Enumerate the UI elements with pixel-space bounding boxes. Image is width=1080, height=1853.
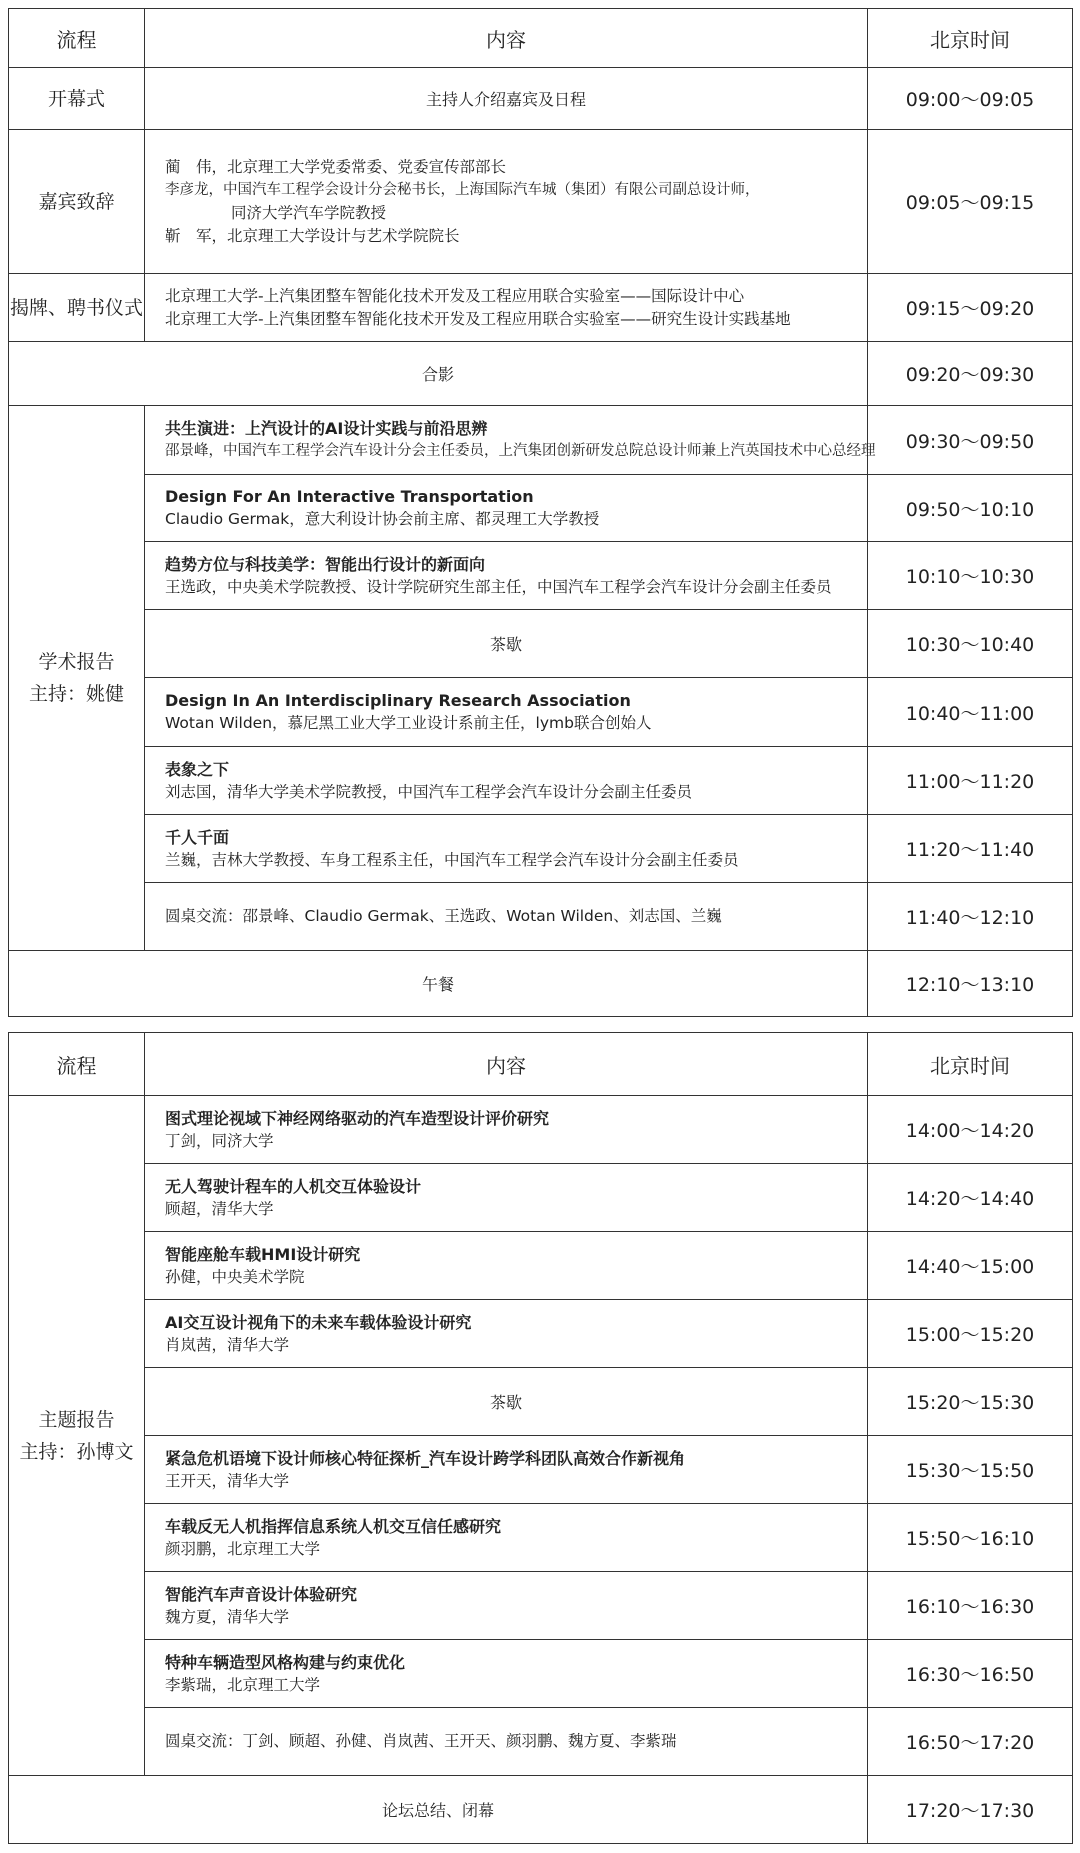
talk-speaker: 顾超，清华大学: [165, 1199, 274, 1218]
talk-speaker: 邵景峰，中国汽车工程学会汽车设计分会主任委员，上汽集团创新研发总院总设计师兼上汽英国技术中心总经理: [165, 443, 876, 459]
header-content: 内容: [145, 9, 868, 68]
talk-title: 千人千面: [165, 827, 230, 847]
time-cell: 14:40～15:00: [868, 1232, 1073, 1300]
guest-speech-row: [9, 130, 1073, 274]
header-row: [9, 9, 1073, 68]
header-time: 北京时间: [868, 1033, 1073, 1096]
talk-title: 无人驾驶计程车的人机交互体验设计: [165, 1176, 422, 1196]
header-row: [9, 1033, 1073, 1096]
break-row: [9, 1368, 1073, 1436]
session-row: [9, 1096, 1073, 1164]
time-cell: 10:40～11:00: [868, 678, 1073, 747]
time-cell: 11:00～11:20: [868, 747, 1073, 815]
time-cell: 17:20～17:30: [868, 1776, 1073, 1844]
ceremony-line: 北京理工大学-上汽集团整车智能化技术开发及工程应用联合实验室——国际设计中心: [165, 286, 745, 305]
talk-cell: [145, 542, 868, 610]
talk-cell: [145, 1640, 868, 1708]
ceremony-line: 北京理工大学-上汽集团整车智能化技术开发及工程应用联合实验室——研究生设计实践基地: [165, 309, 791, 328]
talk-title: 表象之下: [165, 759, 230, 779]
talk-speaker: 孙健，中央美术学院: [165, 1267, 305, 1286]
session-row: [9, 747, 1073, 815]
time-cell: 09:20～09:30: [868, 342, 1073, 406]
session-row: [9, 1232, 1073, 1300]
talk-cell: [145, 747, 868, 815]
content-cell: [145, 130, 868, 274]
session-host: 主持：姚健: [28, 683, 124, 705]
header-content: 内容: [145, 1033, 868, 1096]
session-row: [9, 1572, 1073, 1640]
closing-row: [9, 1776, 1073, 1844]
talk-speaker: 肖岚茜，清华大学: [165, 1335, 290, 1354]
talk-speaker: Claudio Germak，意大利设计协会前主席、都灵理工大学教授: [165, 510, 600, 528]
talk-cell: [145, 1504, 868, 1572]
time-cell: 14:20～14:40: [868, 1164, 1073, 1232]
speaker-line: 蔺 伟，北京理工大学党委常委、党委宣传部部长: [165, 157, 507, 176]
talk-cell: [145, 1232, 868, 1300]
session-title: 学术报告: [38, 651, 115, 673]
afternoon-schedule-table: [8, 1032, 1073, 1844]
session-title: 主题报告: [38, 1408, 115, 1431]
header-time: 北京时间: [868, 9, 1073, 68]
session-row: [9, 1504, 1073, 1572]
break-row: [9, 610, 1073, 678]
session-row: [9, 1640, 1073, 1708]
header-stage: 流程: [9, 9, 145, 68]
talk-title: 车载反无人机指挥信息系统人机交互信任感研究: [165, 1516, 502, 1536]
time-cell: 12:10～13:10: [868, 951, 1073, 1017]
time-cell: 10:30～10:40: [868, 610, 1073, 678]
header-stage: 流程: [9, 1033, 145, 1096]
theme-session-label: [9, 1096, 145, 1776]
content-cell: [145, 274, 868, 342]
talk-title: AI交互设计视角下的未来车载体验设计研究: [165, 1312, 472, 1332]
session-row: [9, 815, 1073, 883]
talk-cell: [145, 1436, 868, 1504]
talk-speaker: 颜羽鹏，北京理工大学: [165, 1539, 321, 1558]
talk-title: 特种车辆造型风格构建与约束优化: [165, 1652, 406, 1672]
talk-title: 紧急危机语境下设计师核心特征探析_汽车设计跨学科团队高效合作新视角: [165, 1448, 686, 1468]
talk-cell: [145, 678, 868, 747]
break-cell: 茶歇: [145, 1368, 868, 1436]
talk-cell: [145, 1164, 868, 1232]
talk-speaker: 魏方夏，清华大学: [165, 1607, 290, 1626]
content-cell: 主持人介绍嘉宾及日程: [145, 68, 868, 130]
session-row: [9, 1300, 1073, 1368]
stage-label: 揭牌、聘书仪式: [9, 274, 145, 342]
talk-cell: [145, 1096, 868, 1164]
talk-title: Design In An Interdisciplinary Research Association: [165, 691, 631, 710]
stage-label: 嘉宾致辞: [9, 130, 145, 274]
roundtable-row: [9, 883, 1073, 951]
break-cell: 茶歇: [145, 610, 868, 678]
time-cell: 16:50～17:20: [868, 1708, 1073, 1776]
session-host: 主持：孙博文: [19, 1440, 134, 1463]
time-cell: 15:30～15:50: [868, 1436, 1073, 1504]
time-cell: 15:00～15:20: [868, 1300, 1073, 1368]
photo-row: [9, 342, 1073, 406]
session-row: [9, 542, 1073, 610]
time-cell: 15:50～16:10: [868, 1504, 1073, 1572]
talk-speaker: 刘志国，清华大学美术学院教授，中国汽车工程学会汽车设计分会副主任委员: [165, 782, 693, 801]
session-row: [9, 406, 1073, 475]
academic-session-label: [9, 406, 145, 951]
talk-title: 共生演进：上汽设计的AI设计实践与前沿思辨: [165, 419, 488, 438]
stage-label: 开幕式: [9, 68, 145, 130]
time-cell: 14:00～14:20: [868, 1096, 1073, 1164]
time-cell: 09:05～09:15: [868, 130, 1073, 274]
time-cell: 10:10～10:30: [868, 542, 1073, 610]
talk-cell: [145, 1300, 868, 1368]
time-cell: 15:20～15:30: [868, 1368, 1073, 1436]
time-cell: 16:10～16:30: [868, 1572, 1073, 1640]
talk-speaker: 王选政，中央美术学院教授、设计学院研究生部主任，中国汽车工程学会汽车设计分会副主任委员: [165, 577, 832, 596]
opening-row: [9, 68, 1073, 130]
time-cell: 11:40～12:10: [868, 883, 1073, 951]
talk-speaker: 王开天，清华大学: [165, 1471, 290, 1490]
roundtable-cell: 圆桌交流：邵景峰、Claudio Germak、王选政、Wotan Wilden、刘志国、兰巍: [145, 883, 868, 951]
talk-title: Design For An Interactive Transportation: [165, 487, 534, 506]
content-cell: 论坛总结、闭幕: [9, 1776, 868, 1844]
talk-speaker: 兰巍，吉林大学教授、车身工程系主任，中国汽车工程学会汽车设计分会副主任委员: [165, 850, 739, 869]
time-cell: 09:50～10:10: [868, 475, 1073, 542]
morning-schedule-table: [8, 8, 1073, 1017]
talk-cell: [145, 1572, 868, 1640]
time-cell: 16:30～16:50: [868, 1640, 1073, 1708]
talk-title: 图式理论视域下神经网络驱动的汽车造型设计评价研究: [165, 1108, 550, 1128]
session-row: [9, 1164, 1073, 1232]
speaker-line: 李彦龙，中国汽车工程学会设计分会秘书长，上海国际汽车城（集团）有限公司副总设计师，: [165, 181, 760, 198]
time-cell: 11:20～11:40: [868, 815, 1073, 883]
session-row: [9, 475, 1073, 542]
lunch-row: [9, 951, 1073, 1017]
content-cell: 午餐: [9, 951, 868, 1017]
ceremony-row: [9, 274, 1073, 342]
talk-cell: [145, 815, 868, 883]
session-row: [9, 678, 1073, 747]
time-cell: 09:15～09:20: [868, 274, 1073, 342]
talk-title: 趋势方位与科技美学：智能出行设计的新面向: [165, 554, 486, 574]
time-cell: 09:00～09:05: [868, 68, 1073, 130]
content-cell: 合影: [9, 342, 868, 406]
speaker-line: 靳 军，北京理工大学设计与艺术学院院长: [165, 226, 460, 245]
talk-speaker: 李紫瑞，北京理工大学: [165, 1675, 321, 1694]
time-cell: 09:30～09:50: [868, 406, 1073, 475]
talk-title: 智能汽车声音设计体验研究: [165, 1584, 358, 1604]
roundtable-cell: 圆桌交流：丁剑、顾超、孙健、肖岚茜、王开天、颜羽鹏、魏方夏、李紫瑞: [145, 1708, 868, 1776]
speaker-line: 同济大学汽车学院教授: [231, 203, 387, 222]
talk-title: 智能座舱车载HMI设计研究: [165, 1244, 361, 1264]
talk-speaker: 丁剑，同济大学: [165, 1131, 274, 1150]
talk-cell: [145, 475, 868, 542]
roundtable-row: [9, 1708, 1073, 1776]
session-row: [9, 1436, 1073, 1504]
talk-speaker: Wotan Wilden，慕尼黑工业大学工业设计系前主任，lymb联合创始人: [165, 714, 652, 732]
talk-cell: [145, 406, 876, 475]
